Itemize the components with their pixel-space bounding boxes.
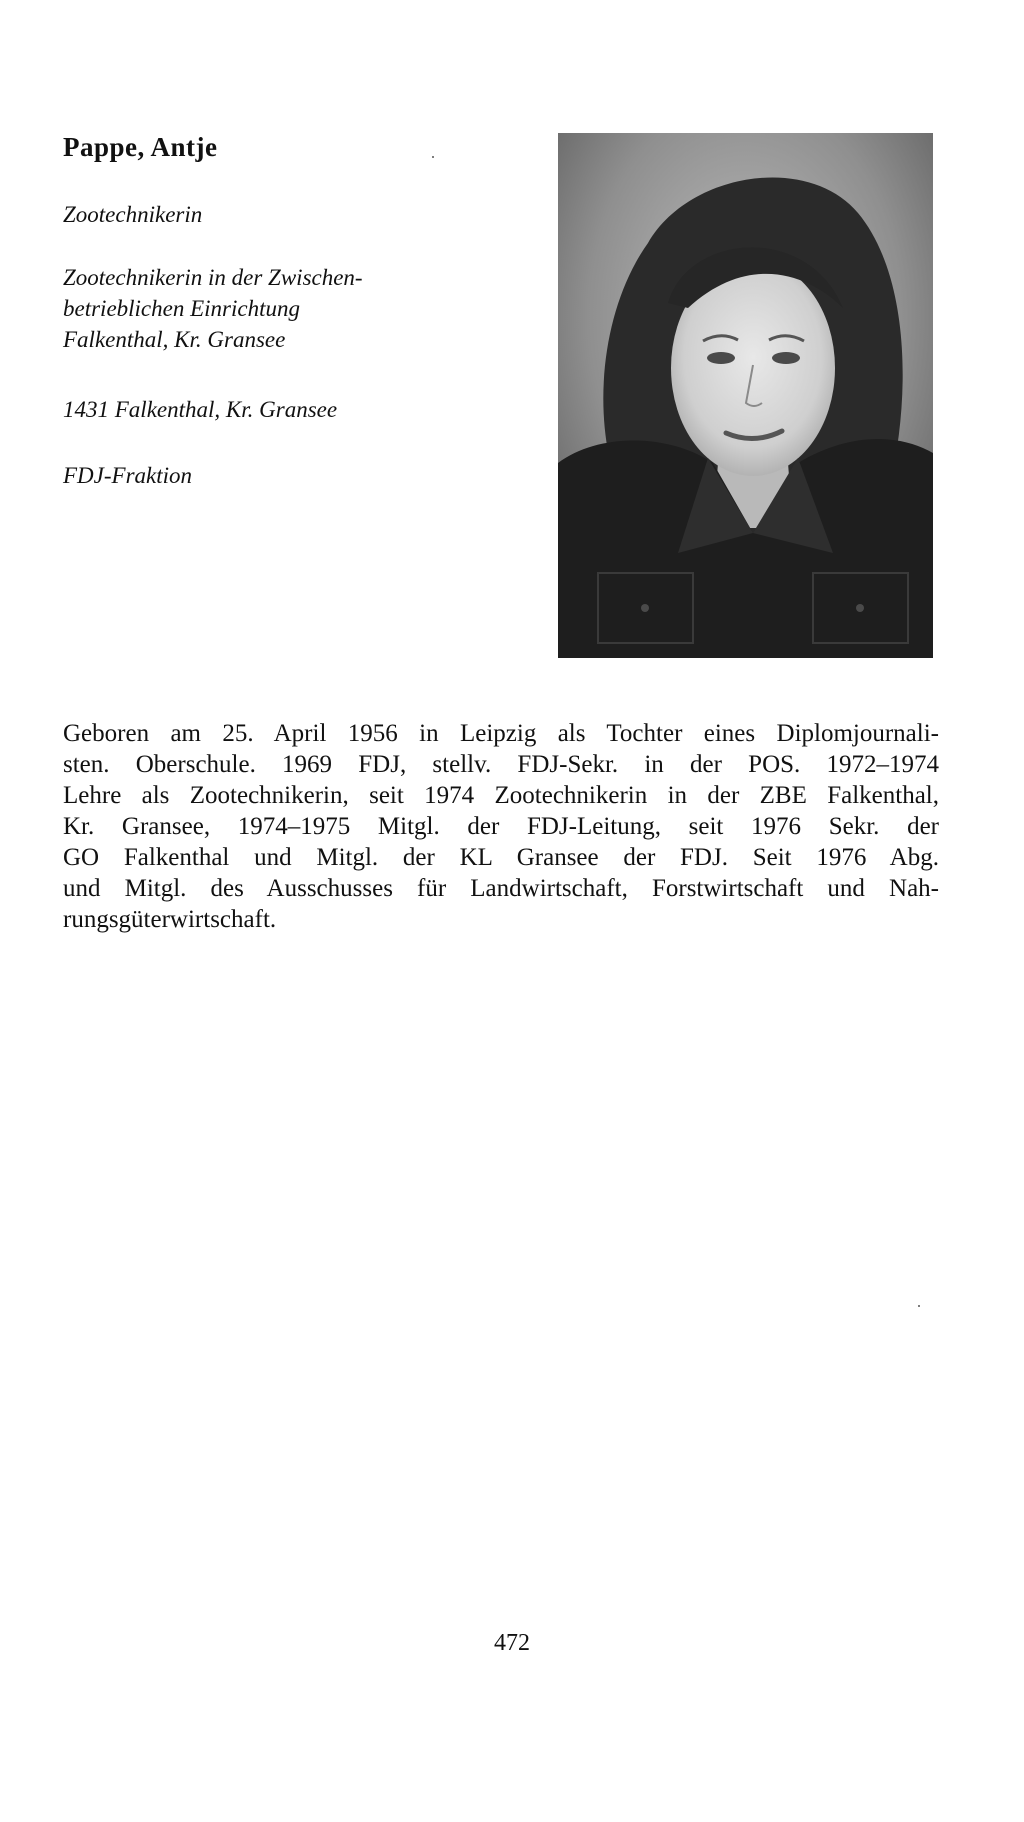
biography-line: GO Falkenthal und Mitgl. der KL Gransee der FDJ. Seit 1976 Abg. (63, 844, 939, 871)
address: 1431 Falkenthal, Kr. Gransee (63, 397, 338, 422)
print-speck (918, 1305, 920, 1307)
workplace-block (63, 262, 463, 355)
biography-line: Kr. Gransee, 1974–1975 Mitgl. der FDJ-Leitung, seit 1976 Sekr. der (63, 813, 939, 840)
person-name: Pappe, Antje (63, 132, 218, 162)
biography-line: Lehre als Zootechnikerin, seit 1974 Zootechnikerin in der ZBE Falkenthal, (63, 782, 939, 809)
biography (63, 718, 939, 935)
page-number: 472 (494, 1630, 530, 1656)
print-speck (432, 156, 434, 158)
workplace-line: betrieblichen Einrichtung (63, 296, 300, 321)
biography-line: rungsgüterwirtschaft. (63, 906, 277, 933)
profession: Zootechnikerin (63, 202, 203, 227)
biography-line: sten. Oberschule. 1969 FDJ, stellv. FDJ-Sekr. in der POS. 1972–1974 (63, 751, 939, 778)
biography-line: Geboren am 25. April 1956 in Leipzig als Tochter eines Diplomjournali- (63, 720, 939, 747)
workplace-line: Falkenthal, Kr. Gransee (63, 327, 286, 352)
workplace-line: Zootechnikerin in der Zwischen- (63, 265, 363, 290)
biography-line: und Mitgl. des Ausschusses für Landwirtschaft, Forstwirtschaft und Nah- (63, 875, 939, 902)
portrait-photo (558, 133, 933, 658)
faction: FDJ-Fraktion (63, 463, 193, 488)
